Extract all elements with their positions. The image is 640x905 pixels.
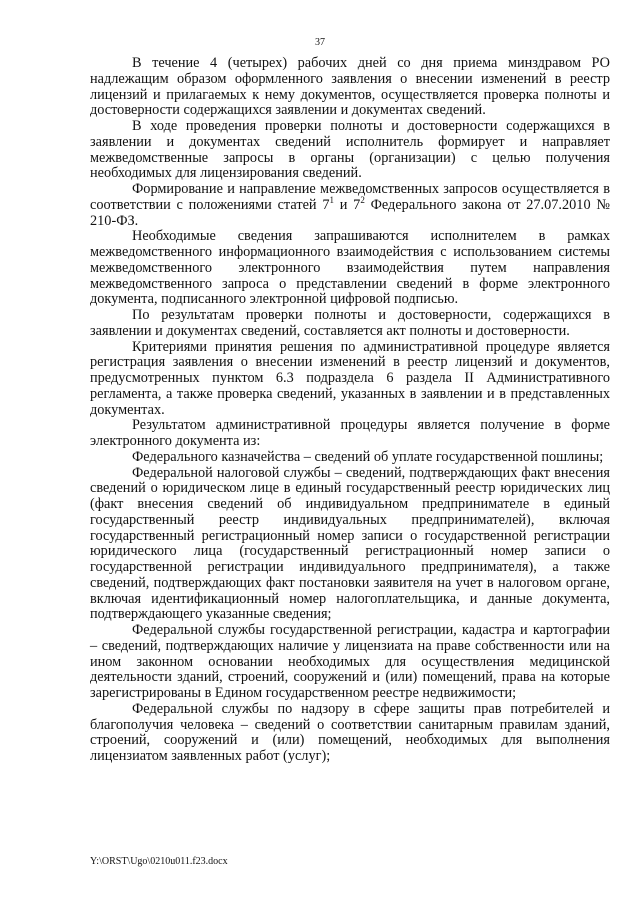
superscript-2: 2 — [360, 194, 365, 205]
paragraph-interagency-requests: Необходимые сведения запрашиваются исполнителем в рамках межведомственного информационного взаимодействия с использованием системы межведомственного электронного взаимодействия путем направления межведомственного запроса о представлении сведений в форме электронного документа, подписанного электронной цифровой подписью. — [90, 228, 610, 308]
file-path-footer: Y:\ORST\Ugo\0210u011.f23.docx — [90, 856, 228, 867]
page-number: 37 — [315, 37, 325, 48]
paragraph-decision-criteria: Критериями принятия решения по административной процедуре является регистрация заявления о внесении изменений в реестр лицензий и документов, предусмотренных пунктом 6.3 подраздела 6 раздела II Административного регламента, а также проверка сведений, указанных в заявлении и в представленных документах. — [90, 338, 610, 418]
paragraph-rosreestr: Федеральной службы государственной регистрации, кадастра и картографии – сведений, подтверждающих наличие у лицензиата на праве собственности или на ином законном основании необходимых для осуществления медицинской деятельности зданий, строений, сооружений и (или) помещений, права на которые зарегистрированы в Едином государственном реестре недвижимости; — [90, 622, 610, 701]
formation-text-after: Федерального закона от 27.07.2010 № 210-ФЗ. — [90, 196, 611, 229]
paragraph-treasury: Федерального казначейства – сведений об уплате государственной пошлины; — [132, 448, 604, 465]
formation-text-before: Формирование и направление межведомственных запросов осуществляется в соответствии с положениями статей 7 — [90, 181, 610, 213]
paragraph-review-process: В ходе проведения проверки полноты и достоверности содержащихся в заявлении и документах сведений исполнитель формирует и направляет межведомственные запросы в органы (организации) с целью получения необходимых для лицензирования сведений. — [90, 118, 610, 182]
paragraph-procedure-result: Результатом административной процедуры является получение в форме электронного документа из: — [90, 417, 610, 449]
paragraph-request-formation — [90, 182, 610, 229]
paragraph-rospotrebnadzor: Федеральной службы по надзору в сфере защиты прав потребителей и благополучия человека – сведений о соответствии санитарным правилам зданий, строений, сооружений и (или) помещений, необходимых для выполнения лицензиатом заявленных работ (услуг); — [90, 700, 610, 764]
paragraph-tax-service: Федеральной налоговой службы – сведений, подтверждающих факт внесения сведений о юридическом лице в единый государственный реестр юридических лиц (факт внесения сведений об индивидуальном предпринимателе в единый государственный реестр индивидуальных предпринимателей), включая государственный регистрационный номер записи о государственной регистрации юридического лица (государственный регистрационный номер записи о государственной регистрации индивидуального предпринимателя), а также сведений, подтверждающих факт постановки заявителя на учет в налоговом органе, включая идентификационный номер налогоплательщика, и данные документа, подтверждающего указанные сведения; — [90, 464, 610, 623]
document-body — [90, 56, 610, 765]
superscript-1: 1 — [329, 194, 334, 205]
paragraph-verification-act: По результатам проверки полноты и достоверности, содержащихся в заявлении и документах сведений, составляется акт полноты и достоверности. — [90, 307, 610, 339]
paragraph-review-period: В течение 4 (четырех) рабочих дней со дня приема минздравом РО надлежащим образом оформленного заявления о внесении изменений в реестр лицензий и прилагаемых к нему документов, осуществляется проверка полноты и достоверности содержащихся заявлении и документах сведений. — [90, 55, 610, 119]
formation-text-middle: и 7 — [333, 196, 361, 213]
